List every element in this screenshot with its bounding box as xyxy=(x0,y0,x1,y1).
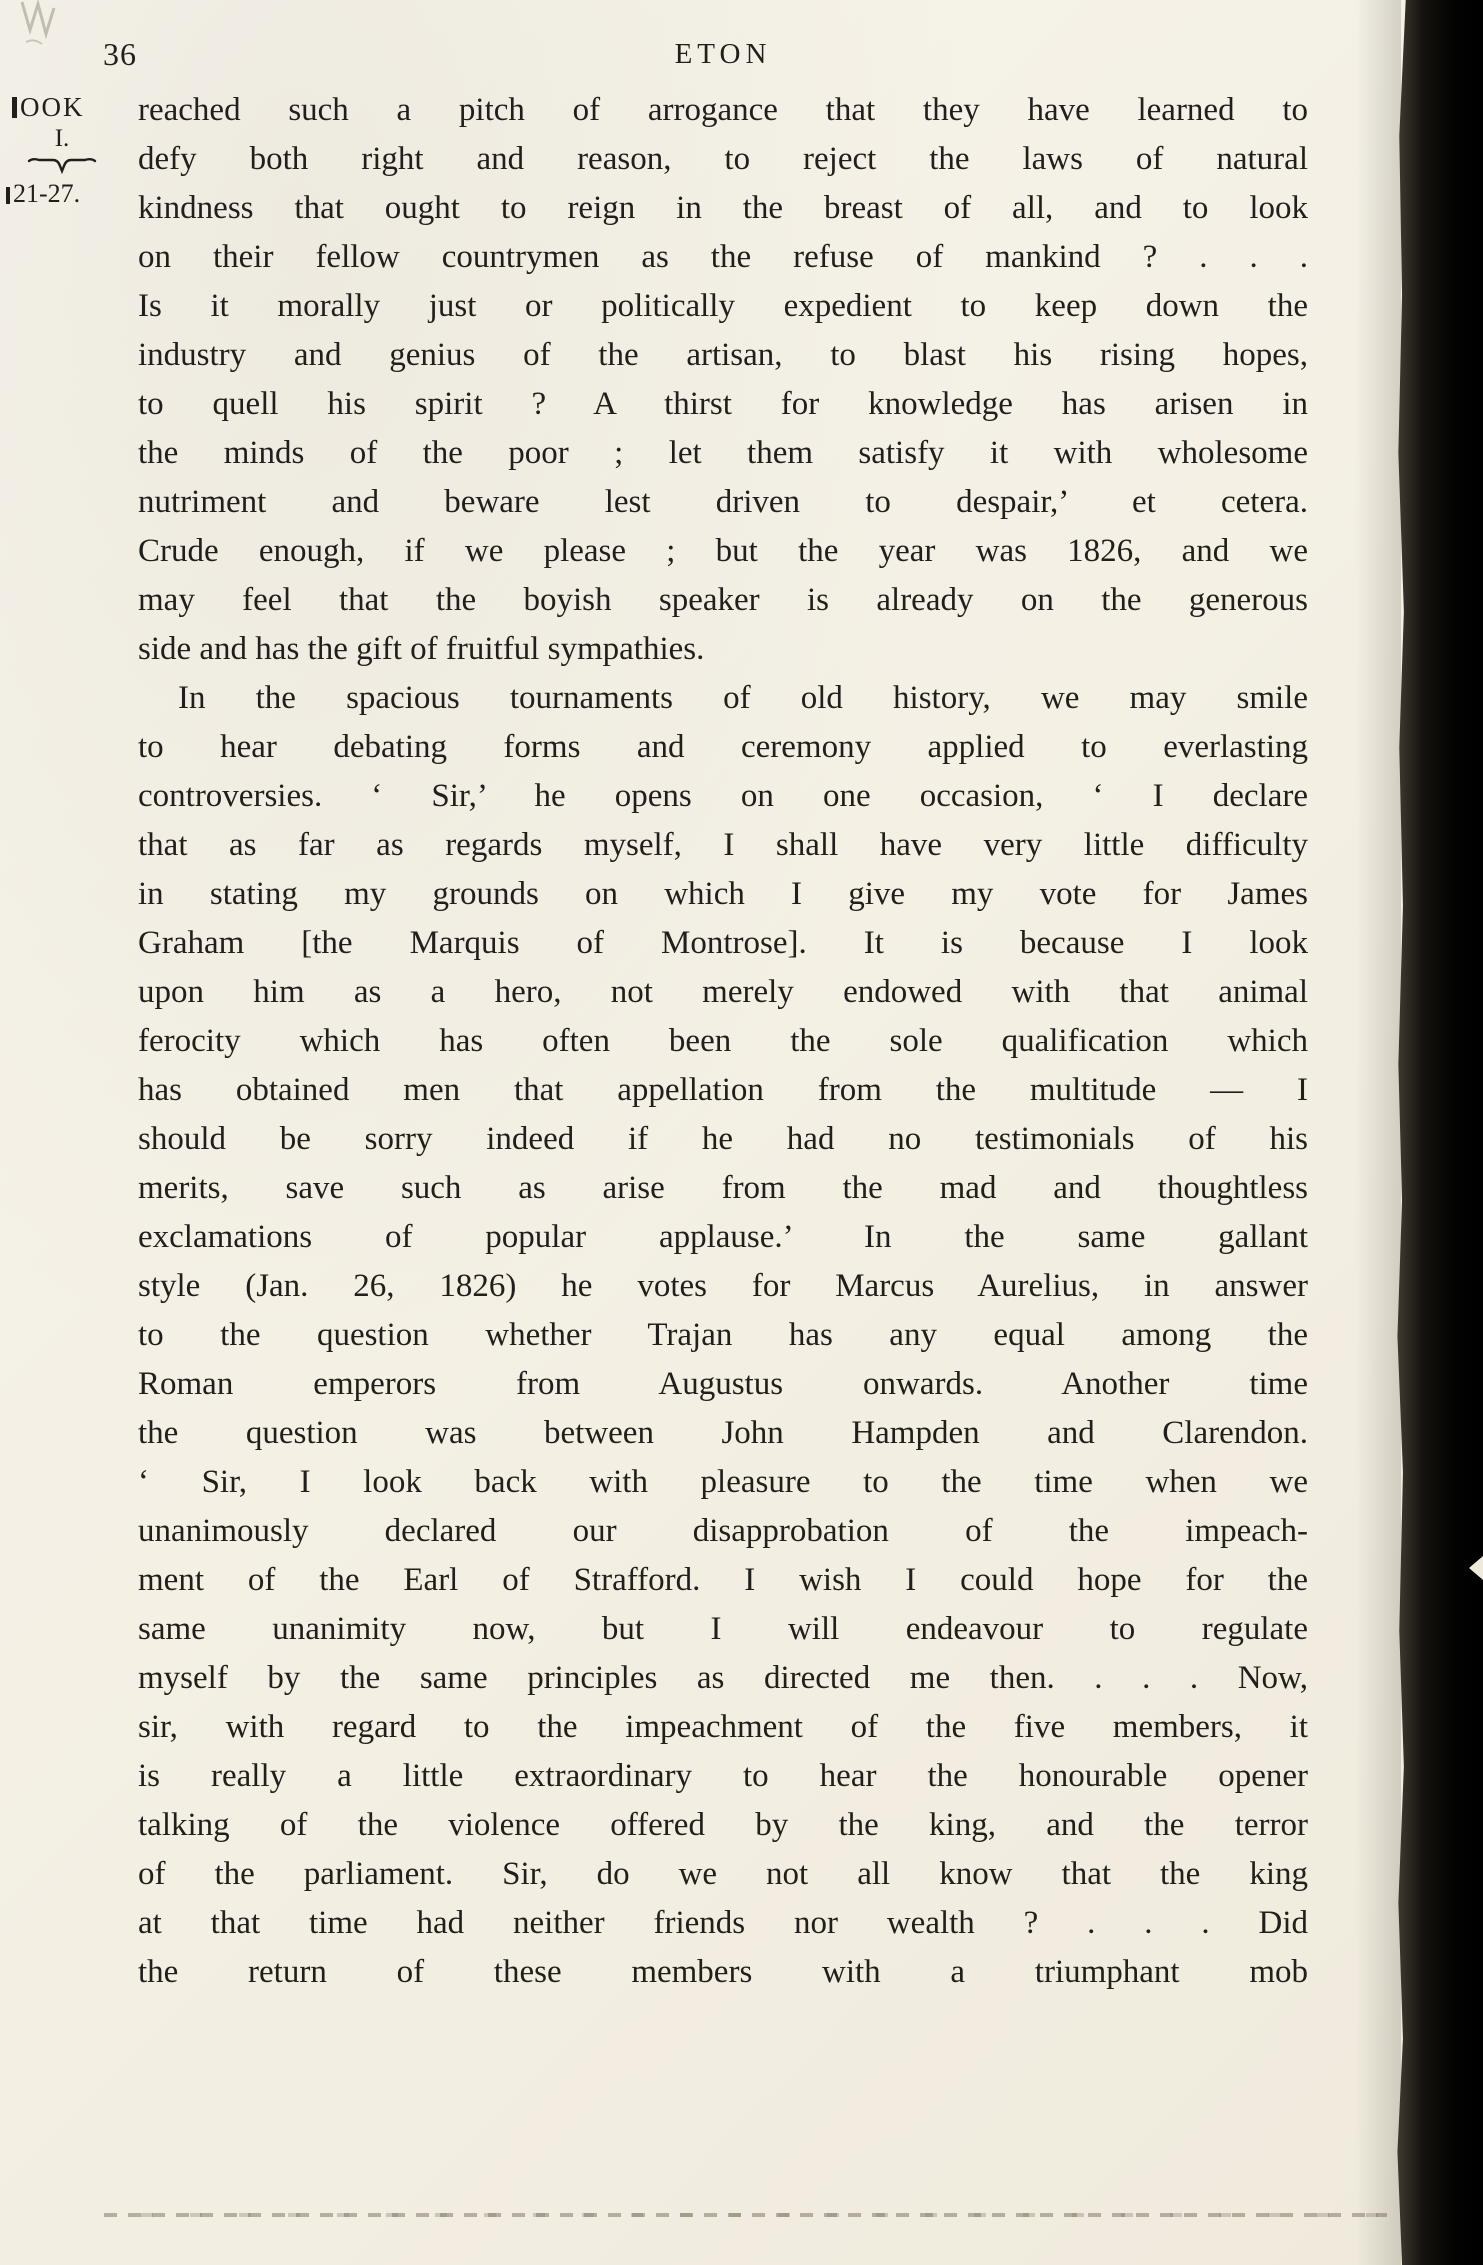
margin-notes xyxy=(4,92,120,209)
text-line: to the question whether Trajan has any equal among the xyxy=(138,1317,1308,1353)
text-line: side and has the gift of fruitful sympathies. xyxy=(138,631,705,667)
margin-book-label-text: OOK xyxy=(20,92,85,122)
running-header: ETON xyxy=(674,38,772,70)
text-line: style (Jan. 26, 1826) he votes for Marcus Aurelius, in answer xyxy=(138,1268,1308,1304)
text-line: In the spacious tournaments of old history, we may smile xyxy=(178,680,1308,716)
text-line: same unanimity now, but I will endeavour to regulate xyxy=(138,1611,1308,1647)
text-line: in stating my grounds on which I give my vote for James xyxy=(138,876,1308,912)
page-number: 36 xyxy=(103,36,137,72)
text-line: on their fellow countrymen as the refuse of mankind ? . . . xyxy=(138,239,1308,275)
text-line: sir, with regard to the impeachment of the five members, it xyxy=(138,1709,1308,1745)
binding-notch xyxy=(1469,1556,1483,1580)
text-line: has obtained men that appellation from the multitude — I xyxy=(138,1072,1308,1108)
margin-date-range-text: 21-27. xyxy=(13,179,81,208)
text-line: exclamations of popular applause.’ In the same gallant xyxy=(138,1219,1308,1255)
text-line: nutriment and beware lest driven to despair,’ et cetera. xyxy=(138,484,1308,520)
text-line: ment of the Earl of Strafford. I wish I could hope for the xyxy=(138,1562,1308,1598)
text-line: should be sorry indeed if he had no testimonials of his xyxy=(138,1121,1308,1157)
page-bottom-edge xyxy=(104,2213,1387,2217)
margin-date-range xyxy=(4,179,120,209)
margin-brace-ornament xyxy=(27,155,97,175)
text-line: the question was between John Hampden and Clarendon. xyxy=(138,1415,1308,1451)
text-line: kindness that ought to reign in the breast of all, and to look xyxy=(138,190,1308,226)
text-line: that as far as regards myself, I shall have very little difficulty xyxy=(138,827,1308,863)
text-line: Graham [the Marquis of Montrose]. It is because I look xyxy=(138,925,1308,961)
text-line: the return of these members with a triumphant mob xyxy=(138,1954,1308,1990)
text-line: is really a little extraordinary to hear the honourable opener xyxy=(138,1758,1308,1794)
margin-book-label xyxy=(4,92,120,123)
text-line: Roman emperors from Augustus onwards. Another time xyxy=(138,1366,1308,1402)
binding-shadow xyxy=(1355,0,1401,2265)
text-line: of the parliament. Sir, do we not all know that the king xyxy=(138,1856,1308,1892)
clipped-digit-fragment xyxy=(6,187,10,204)
text-line: controversies. ‘ Sir,’ he opens on one occasion, ‘ I declare xyxy=(138,778,1308,814)
text-line: ‘ Sir, I look back with pleasure to the time when we xyxy=(138,1464,1308,1500)
text-line: myself by the same principles as directed me then. . . . Now, xyxy=(138,1660,1308,1696)
text-line: to quell his spirit ? A thirst for knowledge has arisen in xyxy=(138,386,1308,422)
margin-book-numeral: I. xyxy=(54,125,70,152)
text-line: upon him as a hero, not merely endowed with that animal xyxy=(138,974,1308,1010)
text-line: Is it morally just or politically expedient to keep down the xyxy=(138,288,1308,324)
clipped-letter-fragment xyxy=(12,97,17,118)
text-line: reached such a pitch of arrogance that they have learned to xyxy=(138,92,1308,128)
body-text xyxy=(138,86,1308,1997)
text-line: may feel that the boyish speaker is already on the generous xyxy=(138,582,1308,618)
text-line: merits, save such as arise from the mad and thoughtless xyxy=(138,1170,1308,1206)
scan-binding-edge xyxy=(1391,0,1483,2265)
text-line: ferocity which has often been the sole qualification which xyxy=(138,1023,1308,1059)
text-line: to hear debating forms and ceremony applied to everlasting xyxy=(138,729,1308,765)
text-line: Crude enough, if we please ; but the year was 1826, and we xyxy=(138,533,1308,569)
text-line: the minds of the poor ; let them satisfy it with wholesome xyxy=(138,435,1308,471)
text-line: at that time had neither friends nor wealth ? . . . Did xyxy=(138,1905,1308,1941)
text-line: talking of the violence offered by the king, and the terror xyxy=(138,1807,1308,1843)
text-line: defy both right and reason, to reject the laws of natural xyxy=(138,141,1308,177)
text-line: unanimously declared our disapprobation of the impeach- xyxy=(138,1513,1308,1549)
page-header xyxy=(0,36,1483,80)
text-line: industry and genius of the artisan, to blast his rising hopes, xyxy=(138,337,1308,373)
